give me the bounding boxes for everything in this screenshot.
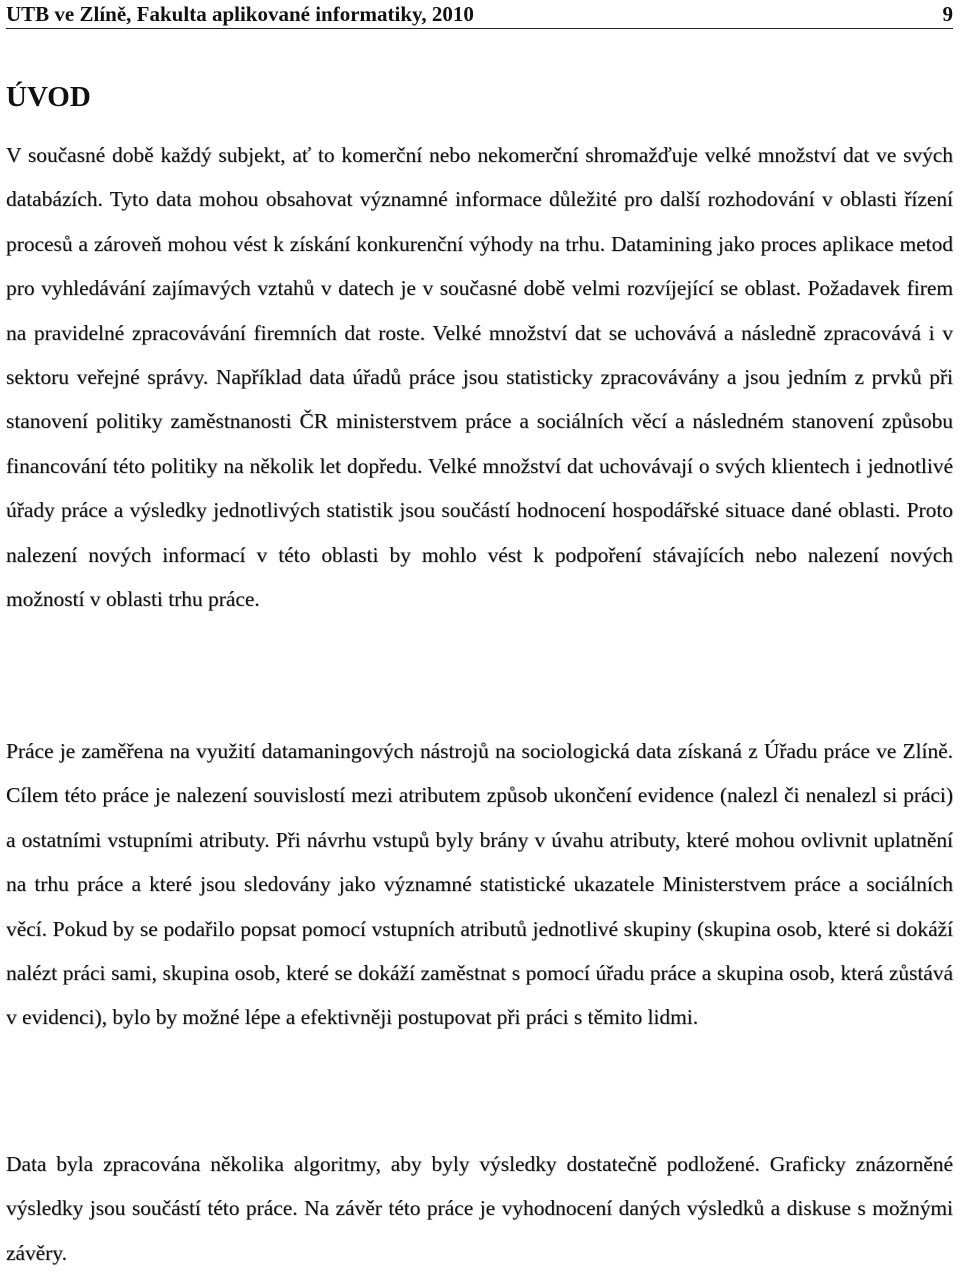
paragraph-conclusion: Data byla zpracována několika algoritmy, aby byly výsledky dostatečně podložené. Graficky znázorněné výsledky jsou součástí této práce. Na závěr této práce je vyhodnocení daných výsledků a diskuse s možnými závěry. [6,1152,953,1265]
running-header [6,2,953,29]
page-number: 9 [942,2,953,26]
paragraph-intro: V současné době každý subjekt, ať to komerční nebo nekomerční shromažďuje velké množství dat ve svých databázích. Tyto data mohou obsahovat významné informace důležité pro další rozhodování v oblasti řízení procesů a zároveň mohou vést k získání konkurenční výhody na trhu. Datamining jako proces aplikace metod pro vyhledávání zajímavých vztahů v datech je v současné době velmi rozvíjející se oblast. Požadavek firem na pravidelné zpracovávání firemních dat roste. Velké množství dat se uchovává a následně zpracovává i v sektoru veřejné správy. Například data úřadů práce jsou statisticky zpracovávány a jsou jedním z prvků při stanovení politiky zaměstnanosti ČR ministerstvem práce a sociálních věcí a následném stanovení způsobu financování této politiky na několik let dopředu. Velké množství dat uchovávají o svých klientech i jednotlivé úřady práce a výsledky jednotlivých statistik jsou součástí hodnocení hospodářské situace dané oblasti. Proto nalezení nových informací v této oblasti by mohlo vést k podpoření stávajících nebo nalezení nových možností v oblasti trhu práce. [6,143,953,612]
section-title: ÚVOD [6,81,91,113]
paragraph-aim: Práce je zaměřena na využití datamaningových nástrojů na sociologická data získaná z Úřadu práce ve Zlíně. Cílem této práce je nalezení souvislostí mezi atributem způsob ukončení evidence (nalezl či nenalezl si práci) a ostatními vstupními atributy. Při návrhu vstupů byly brány v úvahu atributy, které mohou ovlivnit uplatnění na trhu práce a které jsou sledovány jako významné statistické ukazatele Ministerstvem práce a sociálních věcí. Pokud by se podařilo popsat pomocí vstupních atributů jednotlivé skupiny (skupina osob, které si dokáží nalézt práci sami, skupina osob, které se dokáží zaměstnat s pomocí úřadu práce a skupina osob, která zůstává v evidenci), bylo by možné lépe a efektivněji postupovat při práci s těmito lidmi. [6,739,953,1030]
header-title: UTB ve Zlíně, Fakulta aplikované informatiky, 2010 [6,2,474,26]
